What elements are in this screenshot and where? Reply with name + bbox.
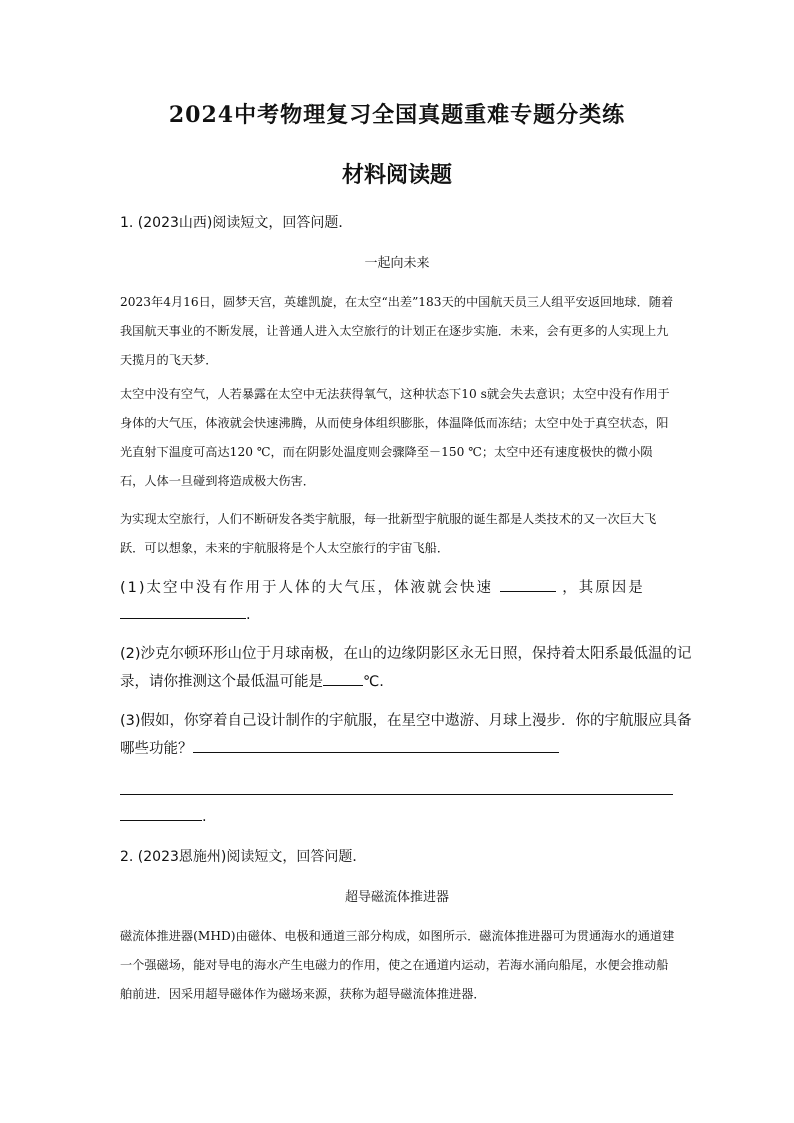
subquestion-2-unit: ℃.: [363, 674, 384, 690]
subquestion-2-text: 录，请你推测这个最低温可能是: [120, 674, 323, 690]
answer-blank-6[interactable]: [120, 806, 202, 821]
question-1-paragraph-3: 为实现太空旅行，人们不断研发各类宇航服，每一批新型宇航服的诞生都是人类技术的又一次巨大飞跃．可以想象，未来的宇航服将是个人太空旅行的宇宙飞船．: [120, 512, 657, 555]
question-1-paragraph-1: 2023年4月16日，圆梦天宫，英雄凯旋，在太空“出差”183天的中国航天员三人组平安返回地球．随着我国航天事业的不断发展，让普通人进入太空旅行的计划正在逐步实施．未来，会有更多的人实现上九天揽月的飞天梦．: [120, 295, 674, 367]
question-2-header: 2. (2023恩施州)阅读短文，回答问题．: [120, 849, 367, 865]
answer-line-6-row: [120, 806, 207, 825]
question-2-article-title: 超导磁流体推进器: [344, 890, 449, 905]
subquestion-3-text: 哪些功能？: [120, 741, 193, 757]
document-title: 2024中考物理复习全国真题重难专题分类练: [168, 102, 626, 128]
subquestion-3-end: .: [202, 809, 207, 825]
subquestion-1: [120, 576, 645, 597]
question-1-header: 1. (2023山西)阅读短文，回答问题．: [120, 215, 353, 231]
answer-line-5[interactable]: [120, 794, 673, 795]
question-1-article-title: 一起向未来: [364, 256, 430, 271]
question-1-paragraph-2: 太空中没有空气，人若暴露在太空中无法获得氧气，这种状态下10 s就会失去意识；太空中没有作用于身体的大气压，体液就会快速沸腾，从而使身体组织膨胀，体温降低而冻结；太空中处于真空状态，阳光直射下温度可高达120 ℃，而在阴影处温度则会骤降至－150 ℃；太空中还有速度极快的微小陨石，人体一旦碰到将造成极大伤害．: [120, 387, 670, 488]
subquestion-2-line-1: (2)沙克尔顿环形山位于月球南极，在山的边缘阴影区永无日照，保持着太阳系最低温的记: [120, 646, 692, 662]
answer-blank-3[interactable]: [323, 671, 363, 686]
document-subtitle: 材料阅读题: [341, 162, 452, 188]
question-2-paragraph: 磁流体推进器(MHD)由磁体、电极和通道三部分构成，如图所示．磁流体推进器可为贯通海水的通道建一个强磁场，能对导电的海水产生电磁力的作用，使之在通道内运动，若海水涌向船尾，水便会推动船舶前进．因采用超导磁体作为磁场来源，获称为超导磁流体推进器．: [120, 929, 675, 1001]
answer-blank-1[interactable]: [500, 577, 556, 592]
subquestion-2-line-2: [120, 670, 384, 691]
answer-blank-2[interactable]: [120, 604, 246, 619]
subquestion-1-text-a: (1)太空中没有作用于人体的大气压，体液就会快速: [120, 580, 494, 596]
subquestion-3-line-2: [120, 737, 559, 758]
subquestion-1-line-2: [120, 604, 251, 623]
subquestion-3-line-1: (3)假如，你穿着自己设计制作的宇航服，在星空中遨游、月球上漫步．你的宇航服应具备: [120, 713, 692, 729]
subquestion-1-text-b: ，其原因是: [562, 580, 645, 596]
subquestion-1-end: .: [246, 607, 251, 623]
answer-blank-4[interactable]: [193, 738, 559, 753]
